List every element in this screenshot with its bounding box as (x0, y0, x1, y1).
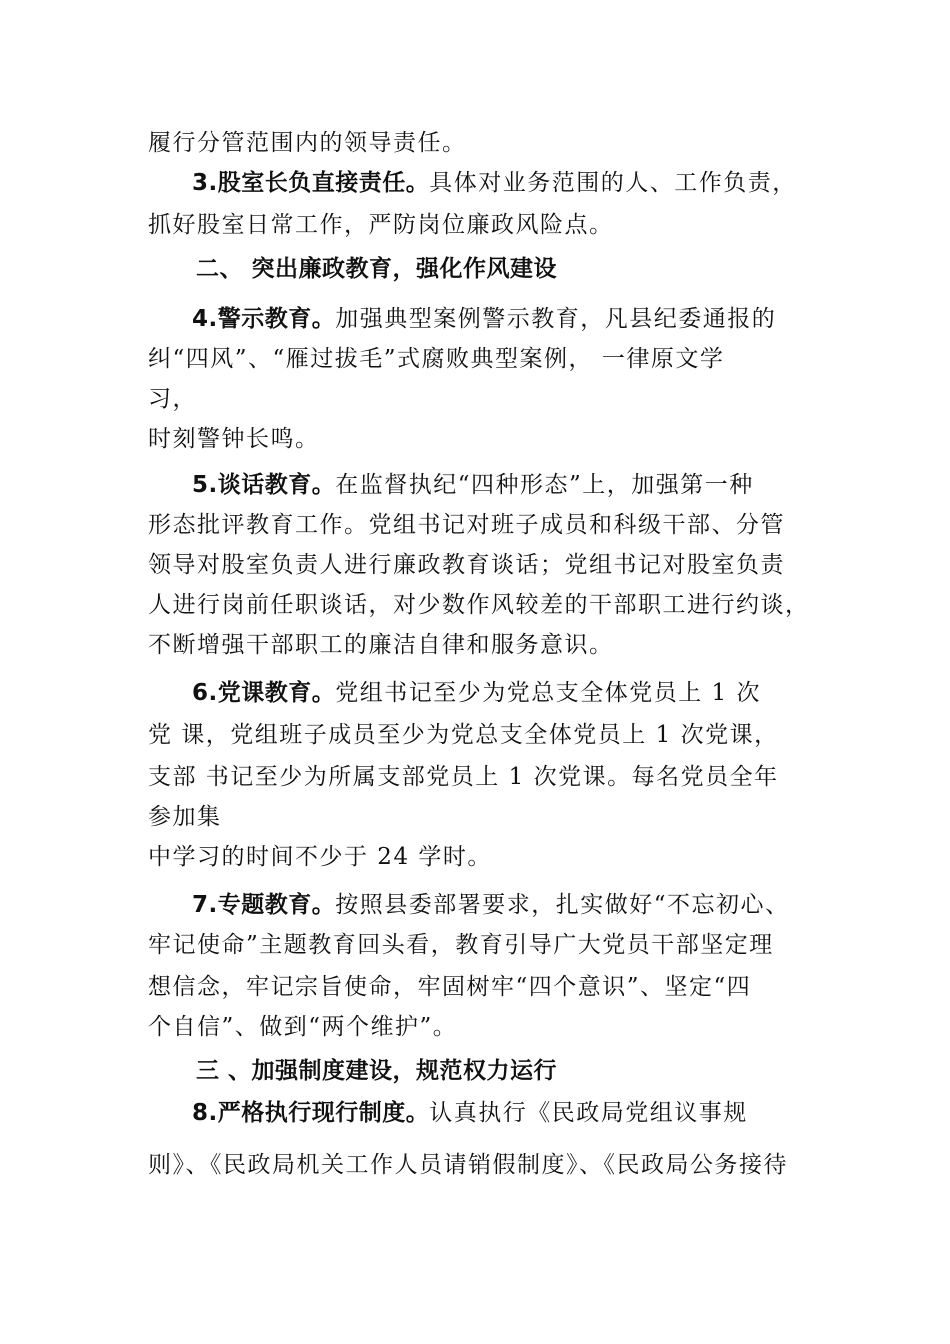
text-line: 履行分管范围内的领导责任。 (148, 130, 467, 156)
text-line: 个自信”、做到“两个维护”。 (148, 1014, 458, 1040)
item-lead: 5.谈话教育。 (192, 472, 336, 498)
text-line: 纠“四风”、“雁过拔毛”式腐败典型案例， 一律原文学 (148, 346, 725, 372)
item-lead: 8.严格执行现行制度。 (192, 1100, 430, 1126)
text-line: 中学习的时间不少于 24 学时。 (148, 844, 492, 870)
item-lead: 6.党课教育。 (192, 680, 336, 706)
item-lead: 4.警示教育。 (192, 306, 336, 332)
item-lead: 7.专题教育。 (192, 892, 336, 918)
text-line: 领导对股室负责人进行廉政教育谈话；党组书记对股室负责 (148, 552, 785, 578)
text-line: 支部 书记至少为所属支部党员上 1 次党课。每名党员全年 (148, 764, 779, 790)
section-heading-3: 三 、加强制度建设，规范权力运行 (196, 1058, 558, 1084)
paragraph-item-5 (192, 470, 754, 500)
text-line: 抓好股室日常工作，严防岗位廉政风险点。 (148, 212, 614, 238)
paragraph-item-4 (192, 304, 776, 334)
paragraph-item-7 (192, 890, 790, 920)
text-line: 人进行岗前任职谈话，对少数作风较差的干部职工进行约谈， (148, 592, 810, 618)
text-line: 参加集 (148, 804, 222, 830)
text-line: 时刻警钟长鸣。 (148, 426, 320, 452)
item-text: 党组书记至少为党总支全体党员上 1 次 (335, 680, 762, 706)
text-line: 党 课，党组班子成员至少为党总支全体党员上 1 次党课， (148, 722, 779, 748)
text-line: 牢记使命”主题教育回头看，教育引导广大党员干部坚定理 (148, 932, 774, 958)
paragraph-item-3 (192, 168, 797, 198)
item-text: 加强典型案例警示教育，凡县纪委通报的 (335, 306, 777, 332)
text-line: 不断增强干部职工的廉洁自律和服务意识。 (148, 632, 614, 658)
paragraph-item-8 (192, 1098, 748, 1128)
text-line: 想信念，牢记宗旨使命，牢固树牢“四个意识”、坚定“四 (148, 974, 752, 1000)
item-text: 按照县委部署要求，扎实做好“不忘初心、 (335, 892, 790, 918)
section-heading-2: 二、 突出廉政教育，强化作风建设 (196, 256, 558, 282)
paragraph-item-6 (192, 678, 761, 708)
item-text: 具体对业务范围的人、工作负责， (429, 170, 797, 196)
item-text: 认真执行《民政局党组议事规 (429, 1100, 748, 1126)
item-text: 在监督执纪“四种形态”上，加强第一种 (335, 472, 754, 498)
text-line: 则》、《民政局机关工作人员请销假制度》、《民政局公务接待 (148, 1152, 788, 1178)
text-line: 习， (148, 386, 197, 412)
item-lead: 3.股室长负直接责任。 (192, 170, 430, 196)
text-line: 形态批评教育工作。党组书记对班子成员和科级干部、分管 (148, 512, 785, 538)
